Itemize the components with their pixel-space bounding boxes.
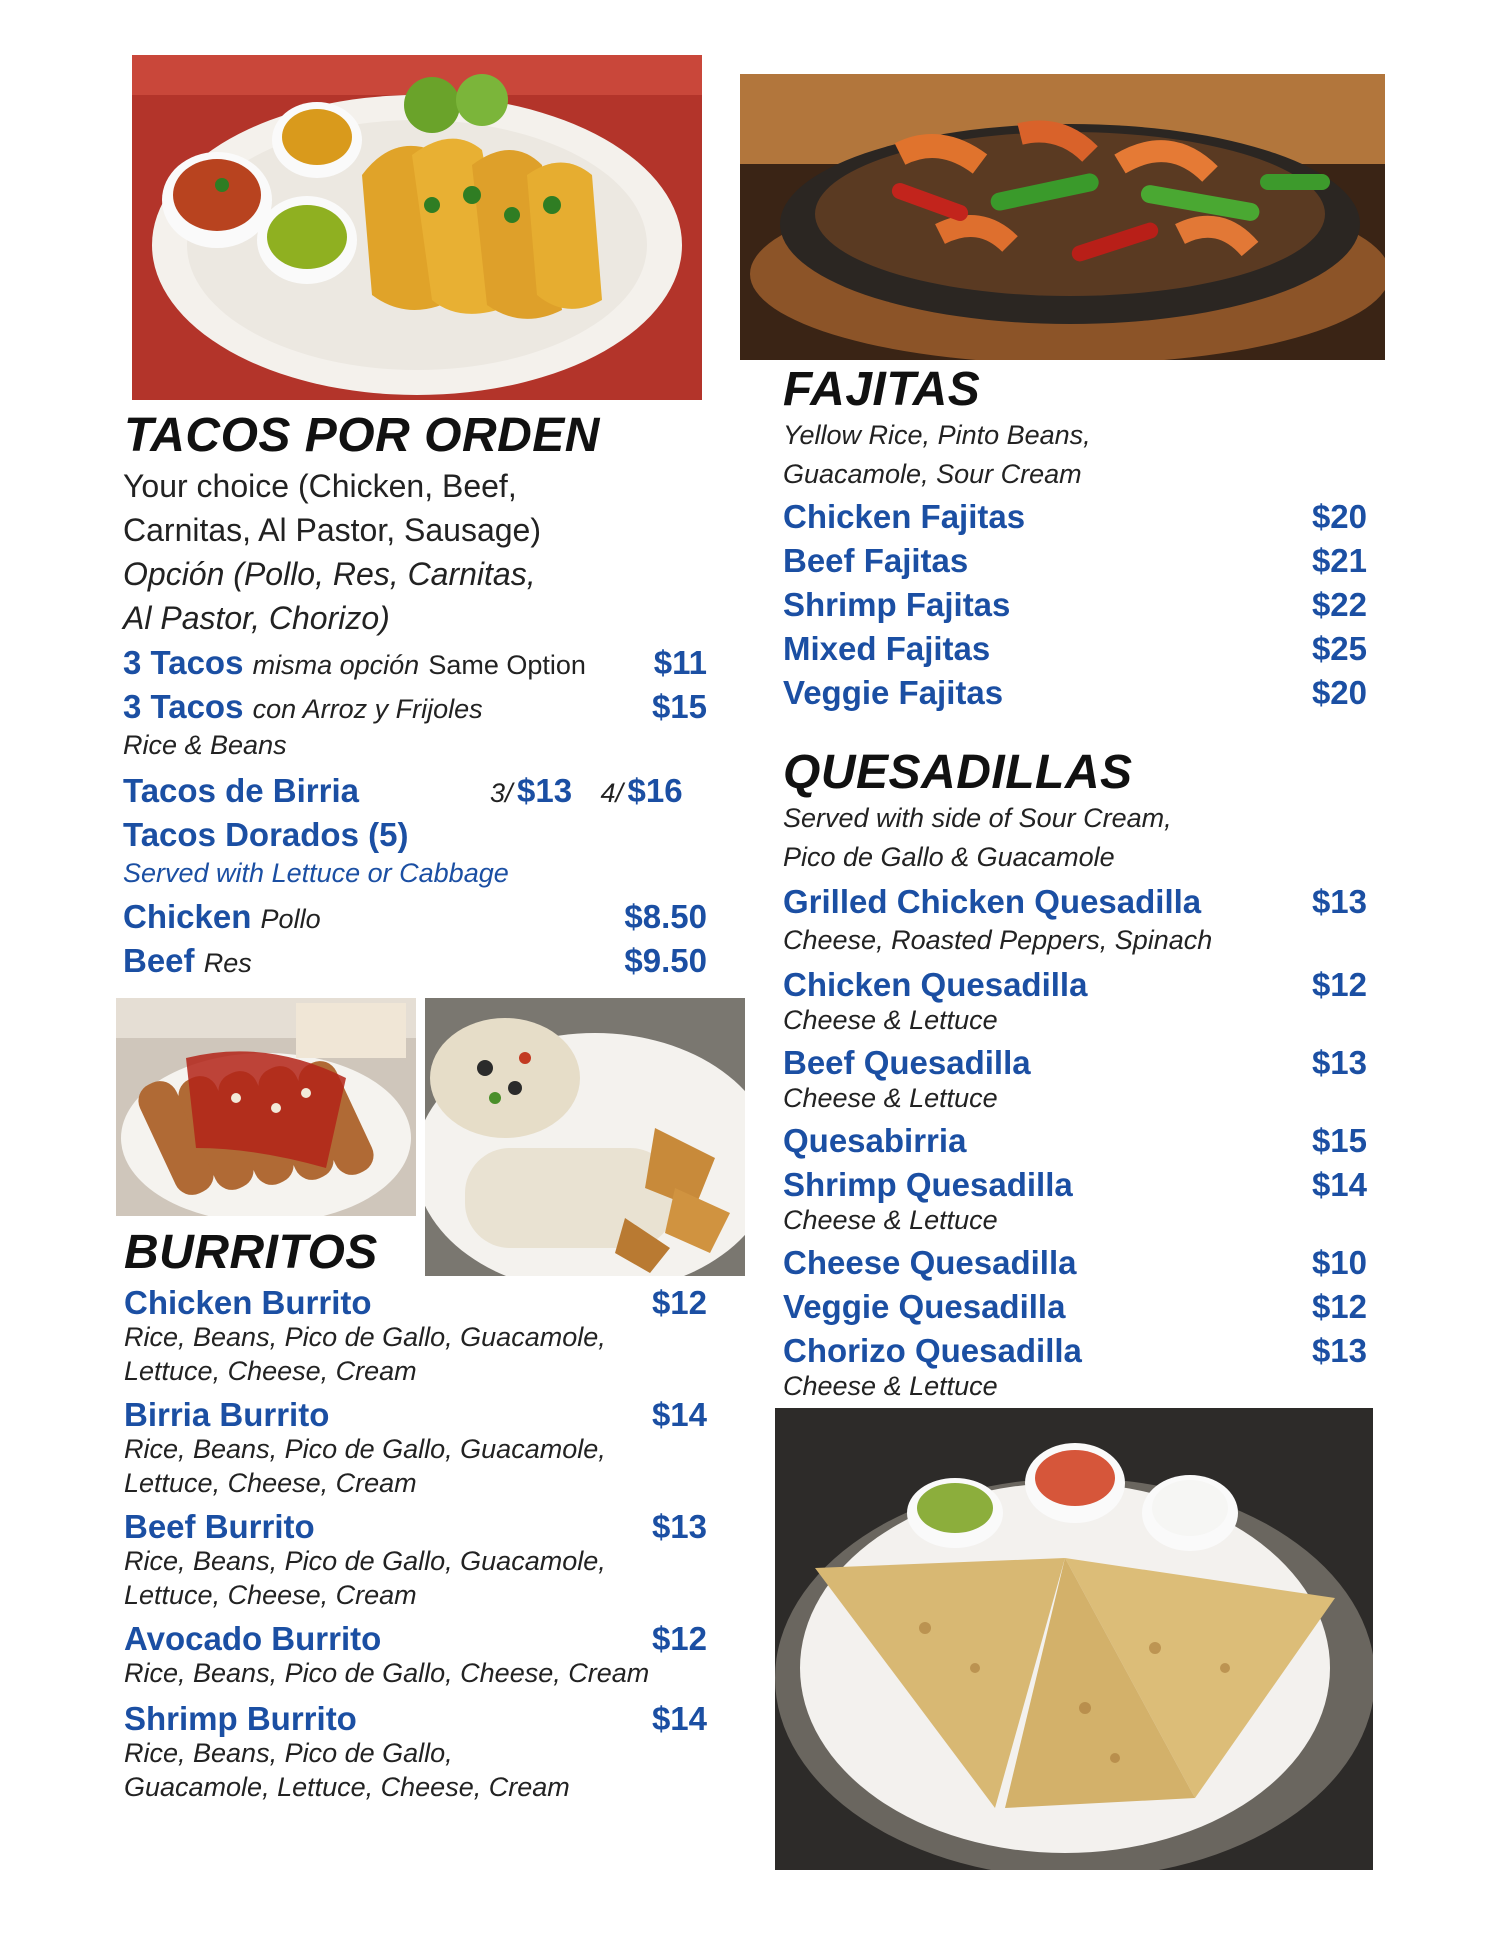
taco-item-dorados: Tacos Dorados (5)	[123, 816, 409, 853]
fajita-item-veggie: Veggie Fajitas	[783, 674, 1004, 711]
birria-price-4: $16	[627, 772, 683, 809]
quesadilla-item-chicken: Chicken Quesadilla	[783, 966, 1088, 1003]
burrito-item-shrimp: Shrimp Burrito	[124, 1700, 357, 1737]
taco-item-birria: Tacos de Birria	[123, 772, 359, 809]
item-note-en: Same Option	[428, 650, 586, 680]
quesadilla-item-beef: Beef Quesadilla	[783, 1044, 1031, 1081]
taco-price-3-tacos: $11	[653, 644, 707, 681]
item-name: Chicken	[123, 898, 252, 935]
quesadillas-desc-1: Served with side of Sour Cream,	[783, 803, 1172, 833]
taco-desc-rice-beans: Rice & Beans	[123, 730, 287, 760]
quesadilla-desc-chorizo: Cheese & Lettuce	[783, 1371, 998, 1401]
taco-item-chicken	[123, 898, 321, 936]
quesadilla-item-cheese: Cheese Quesadilla	[783, 1244, 1077, 1281]
quesadilla-desc-grilled-chicken: Cheese, Roasted Peppers, Spinach	[783, 925, 1213, 955]
burrito-item-chicken: Chicken Burrito	[124, 1284, 372, 1321]
burrito-item-birria: Birria Burrito	[124, 1396, 330, 1433]
fajita-price-shrimp: $22	[1311, 586, 1367, 623]
fajitas-section-title: FAJITAS	[783, 363, 981, 416]
item-note: con Arroz y Frijoles	[252, 694, 483, 724]
item-note: Res	[203, 948, 252, 978]
fajita-price-veggie: $20	[1311, 674, 1367, 711]
fajita-item-beef: Beef Fajitas	[783, 542, 969, 579]
burrito-item-beef: Beef Burrito	[124, 1508, 315, 1545]
taco-price-beef: $9.50	[624, 942, 707, 979]
burrito-desc-avocado-1: Rice, Beans, Pico de Gallo, Cheese, Cream	[124, 1658, 650, 1688]
quesadilla-desc-beef: Cheese & Lettuce	[783, 1083, 998, 1113]
tacos-choice-line1: Your choice (Chicken, Beef,	[123, 468, 517, 504]
quesadilla-price-chicken: $12	[1311, 966, 1367, 1003]
item-note-es: misma opción	[252, 650, 420, 680]
quesadilla-price-quesabirria: $15	[1311, 1122, 1367, 1159]
birria-qty-4: 4/	[600, 778, 624, 808]
burrito-desc-birria-2: Lettuce, Cheese, Cream	[124, 1468, 417, 1498]
burrito-price-chicken: $12	[651, 1284, 707, 1321]
fajitas-skillet-photo	[740, 74, 1385, 360]
fajita-item-mixed: Mixed Fajitas	[783, 630, 991, 667]
burrito-desc-beef-2: Lettuce, Cheese, Cream	[124, 1580, 417, 1610]
fajitas-desc-2: Guacamole, Sour Cream	[783, 459, 1082, 489]
fajitas-desc-1: Yellow Rice, Pinto Beans,	[783, 420, 1091, 450]
quesadilla-item-shrimp: Shrimp Quesadilla	[783, 1166, 1073, 1203]
burrito-desc-beef-1: Rice, Beans, Pico de Gallo, Guacamole,	[124, 1546, 606, 1576]
burrito-price-avocado: $12	[651, 1620, 707, 1657]
quesadilla-desc-chicken: Cheese & Lettuce	[783, 1005, 998, 1035]
tacos-section-title: TACOS POR ORDEN	[124, 409, 600, 462]
quesadillas-desc-2: Pico de Gallo & Guacamole	[783, 842, 1115, 872]
burrito-desc-shrimp-1: Rice, Beans, Pico de Gallo,	[124, 1738, 453, 1768]
quesadilla-price-grilled-chicken: $13	[1311, 883, 1367, 920]
burrito-desc-chicken-2: Lettuce, Cheese, Cream	[124, 1356, 417, 1386]
item-name: 3 Tacos	[123, 644, 244, 681]
quesadilla-price-cheese: $10	[1311, 1244, 1367, 1281]
quesadilla-item-veggie: Veggie Quesadilla	[783, 1288, 1066, 1325]
fajita-price-beef: $21	[1311, 542, 1367, 579]
quesadilla-price-beef: $13	[1311, 1044, 1367, 1081]
birria-qty-3: 3/	[490, 778, 513, 808]
tacos-opcion-line1: Opción (Pollo, Res, Carnitas,	[123, 556, 536, 592]
taco-item-beef	[123, 942, 252, 980]
burrito-photo	[425, 998, 745, 1276]
fajita-item-chicken: Chicken Fajitas	[783, 498, 1026, 535]
quesadilla-price-veggie: $12	[1311, 1288, 1367, 1325]
fajita-price-mixed: $25	[1311, 630, 1367, 667]
item-name: Beef	[123, 942, 195, 979]
burrito-item-avocado: Avocado Burrito	[124, 1620, 382, 1657]
quesadillas-section-title: QUESADILLAS	[783, 746, 1133, 799]
taco-price-3-tacos-rice: $15	[651, 688, 707, 725]
item-note: Pollo	[260, 904, 321, 934]
quesadilla-item-chorizo: Chorizo Quesadilla	[783, 1332, 1082, 1369]
quesadilla-item-grilled-chicken: Grilled Chicken Quesadilla	[783, 883, 1202, 920]
item-name: 3 Tacos	[123, 688, 244, 725]
burritos-section-title: BURRITOS	[124, 1226, 378, 1279]
burrito-price-beef: $13	[651, 1508, 707, 1545]
taco-item-3-tacos	[123, 644, 586, 682]
tacos-opcion-line2: Al Pastor, Chorizo)	[123, 600, 390, 636]
quesadilla-item-quesabirria: Quesabirria	[783, 1122, 967, 1159]
taco-item-3-tacos-rice	[123, 688, 483, 726]
burrito-desc-shrimp-2: Guacamole, Lettuce, Cheese, Cream	[124, 1772, 570, 1802]
birria-price-3: $13	[516, 772, 573, 809]
burrito-desc-chicken-1: Rice, Beans, Pico de Gallo, Guacamole,	[124, 1322, 606, 1352]
fajita-price-chicken: $20	[1311, 498, 1367, 535]
burrito-price-birria: $14	[651, 1396, 707, 1433]
quesadilla-plate-photo	[775, 1408, 1373, 1870]
taco-desc-dorados: Served with Lettuce or Cabbage	[123, 858, 509, 888]
quesadilla-desc-shrimp: Cheese & Lettuce	[783, 1205, 998, 1235]
tacos-dorados-photo	[116, 998, 416, 1216]
burrito-desc-birria-1: Rice, Beans, Pico de Gallo, Guacamole,	[124, 1434, 606, 1464]
taco-price-chicken: $8.50	[624, 898, 707, 935]
taco-birria-prices	[490, 772, 683, 810]
tacos-choice-line2: Carnitas, Al Pastor, Sausage)	[123, 512, 541, 548]
quesadilla-price-shrimp: $14	[1311, 1166, 1367, 1203]
tacos-plate-photo	[132, 55, 702, 400]
fajita-item-shrimp: Shrimp Fajitas	[783, 586, 1011, 623]
quesadilla-price-chorizo: $13	[1311, 1332, 1367, 1369]
burrito-price-shrimp: $14	[651, 1700, 707, 1737]
